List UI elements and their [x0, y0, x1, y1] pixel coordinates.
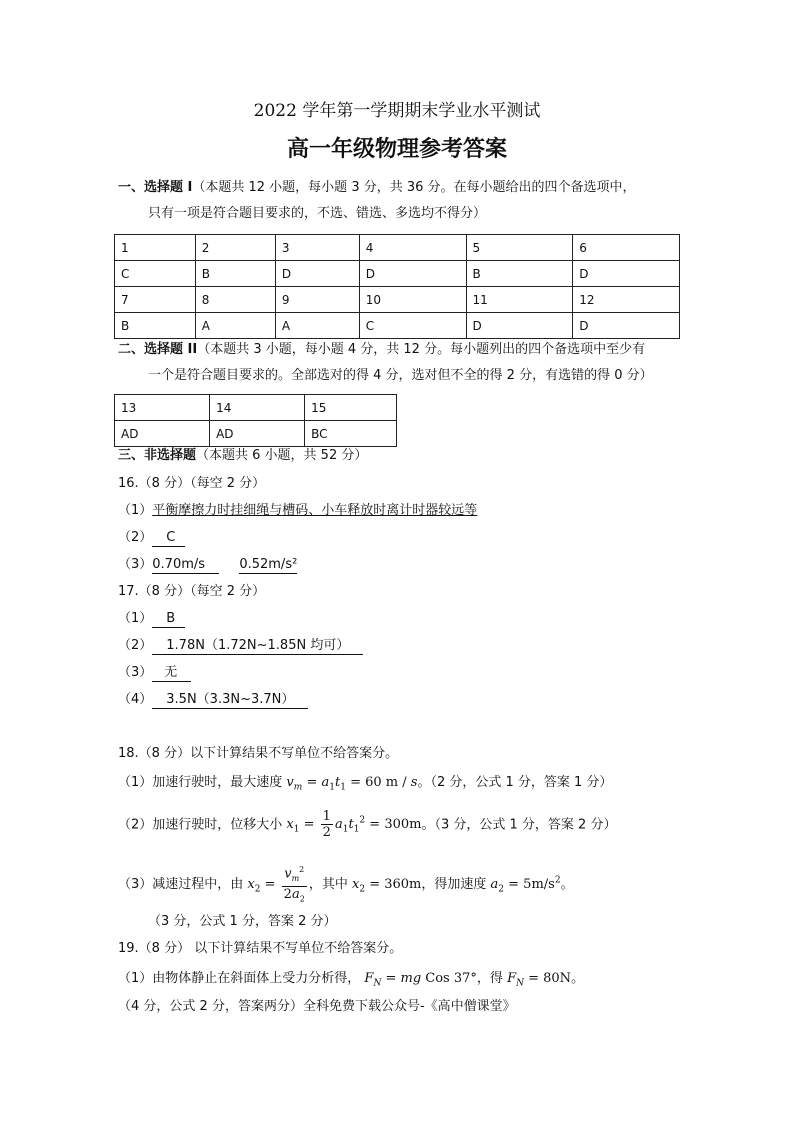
section2-table-row [115, 395, 397, 421]
q18-part3 [118, 862, 574, 907]
q17-answer1-line [118, 610, 185, 628]
q16-answer2-label: （2） [118, 530, 153, 545]
section1-line1 [118, 179, 636, 197]
section1-table-cell: 6 [573, 235, 680, 261]
q19-head: 19.（8 分） 以下计算结果不写单位不给答案分。 [118, 941, 403, 956]
section1-table-row [115, 261, 680, 287]
q17-answer3-label: （3） [118, 665, 153, 680]
section2-table-cell: AD [115, 421, 210, 447]
q17-answer1: B [152, 611, 185, 628]
q16-answer3-line [118, 556, 297, 574]
q18-part1-prefix: （1）加速行驶时，最大速度 [118, 775, 283, 790]
section1-table-cell: 3 [275, 235, 359, 261]
q17-answer4: 3.5N（3.3N~3.7N） [152, 692, 308, 709]
q18-part2-note: 。（3 分，公式 1 分，答案 2 分） [421, 817, 617, 833]
q18-head: 18.（8 分）以下计算结果不写单位不给答案分。 [118, 746, 399, 761]
section1-table-cell: B [195, 261, 275, 287]
q16-answer1-line [118, 502, 477, 520]
section1-table-cell: D [573, 313, 680, 339]
section1-table-row [115, 313, 680, 339]
q16-head: 16.（8 分）（每空 2 分） [118, 476, 266, 491]
section1-table-cell: C [115, 261, 196, 287]
section1-table-cell: B [115, 313, 196, 339]
q18-part3-note: （3 分，公式 1 分，答案 2 分） [148, 914, 337, 929]
q17-answer2: 1.78N（1.72N~1.85N 均可） [152, 638, 363, 655]
subject-title: 高一年级物理参考答案 [286, 136, 507, 162]
section1-table-cell: A [195, 313, 275, 339]
section2-desc-line1: （本题共 3 小题，每小题 4 分，共 12 分。每小题列出的四个备选项中至少有 [197, 342, 646, 357]
section1-table-cell: D [359, 261, 466, 287]
q19-part1-mid: ，得 [476, 971, 503, 986]
q18-part3-formula: $x_2$ = $\frac{v_m^2}{2a_2}$ [247, 877, 308, 892]
q18-part3-mid2: ，得加速度 [421, 876, 487, 892]
section2-answer-table [114, 394, 397, 447]
q18-part2 [118, 806, 616, 845]
q18-part3-condition: $x_2 = 360m$ [351, 876, 422, 895]
section2-table-row [115, 421, 397, 447]
section2-table-cell: 13 [115, 395, 210, 421]
section1-table-cell: 8 [195, 287, 275, 313]
section1-table-cell: 9 [275, 287, 359, 313]
section1-table-cell: D [466, 313, 573, 339]
q16-answer2: C [152, 530, 185, 547]
section2-heading: 二、选择题 II [118, 342, 198, 357]
section1-table-cell: 12 [573, 287, 680, 313]
q18-part1-note: 。（2 分，公式 1 分，答案 1 分） [417, 775, 613, 790]
section1-table-cell: C [359, 313, 466, 339]
q17-answer2-line [118, 637, 363, 655]
q18-part3-mid: ，其中 [308, 876, 348, 892]
section3-heading: 三、非选择题 [118, 448, 197, 463]
section1-table-cell: D [275, 261, 359, 287]
section1-table-cell: D [573, 261, 680, 287]
section1-table-cell: 10 [359, 287, 466, 313]
q17-answer3: 无 [152, 665, 191, 682]
q18-part2-prefix: （2）加速行驶时，位移大小 [118, 817, 283, 833]
section1-table-cell: 7 [115, 287, 196, 313]
q17-head: 17.（8 分）（每空 2 分） [118, 584, 266, 599]
q16-answer1-label: （1） [118, 503, 153, 518]
exam-title: 2022 学年第一学期期末学业水平测试 [253, 101, 541, 121]
section1-table-cell: A [275, 313, 359, 339]
section3-desc: （本题共 6 小题，共 52 分） [196, 448, 368, 463]
section1-table-row [115, 287, 680, 313]
q18-part3-prefix: （3）减速过程中，由 [118, 876, 244, 892]
q19-part1-result: $F_N = 80N$ [507, 971, 572, 989]
q19-part1 [118, 970, 584, 993]
q19-part1-note: （4 分，公式 2 分，答案两分）全科免费下载公众号-《高中僧课堂》 [118, 999, 516, 1014]
section2-desc-line2: 一个是符合题目要求的。全部选对的得 4 分，选对但不全的得 2 分，有选错的得 0 分） [148, 368, 653, 383]
q19-part1-formula: $F_N$ = mg Cos 37° [364, 971, 477, 989]
q19-part1-end: 。 [571, 971, 585, 986]
q18-part1 [118, 774, 612, 797]
section1-table-cell: 4 [359, 235, 466, 261]
q18-part3-end: 。 [560, 876, 574, 892]
section1-table-cell: 2 [195, 235, 275, 261]
q17-answer1-label: （1） [118, 611, 153, 626]
q17-answer4-line [118, 691, 308, 709]
q17-answer4-label: （4） [118, 692, 153, 707]
q18-part2-formula: $x_1$ = $\frac{1}{2}$ $a_1t_1^2 = 300m$ [286, 809, 422, 841]
q19-part1-prefix: （1）由物体静止在斜面体上受力分析得， [118, 971, 361, 986]
section1-table-row [115, 235, 680, 261]
q16-answer3-velocity: 0.70m/s [152, 557, 219, 574]
section2-table-cell: 15 [305, 395, 397, 421]
q16-answer2-line [118, 529, 185, 547]
q16-answer1: 平衡摩擦力时挂细绳与槽码、小车释放时离计时器较远等 [152, 503, 478, 518]
section1-table-cell: 1 [115, 235, 196, 261]
section1-table-cell: B [466, 261, 573, 287]
q17-answer3-line [118, 664, 191, 682]
section1-table-cell: 11 [466, 287, 573, 313]
section2-table-cell: AD [210, 421, 305, 447]
section1-desc-line1: （本题共 12 小题，每小题 3 分，共 36 分。在每小题给出的四个备选项中， [192, 180, 636, 195]
q16-answer3-label: （3） [118, 557, 153, 572]
q17-answer2-label: （2） [118, 638, 153, 653]
section1-desc-line2: 只有一项是符合题目要求的，不选、错选、多选均不得分） [148, 206, 487, 221]
section1-answer-table [114, 234, 680, 339]
section3-line [118, 447, 367, 465]
section2-table-cell: BC [305, 421, 397, 447]
section2-line1 [118, 341, 645, 359]
section1-heading: 一、选择题 I [118, 180, 193, 195]
section2-table-cell: 14 [210, 395, 305, 421]
section1-table-cell: 5 [466, 235, 573, 261]
q18-part1-formula: $v_m = a_1t_1 = 60$ m / s [286, 775, 418, 793]
q16-answer3-acceleration: 0.52m/s² [239, 557, 298, 572]
q18-part3-result: $a_2 = 5m/s^2$ [490, 875, 561, 895]
